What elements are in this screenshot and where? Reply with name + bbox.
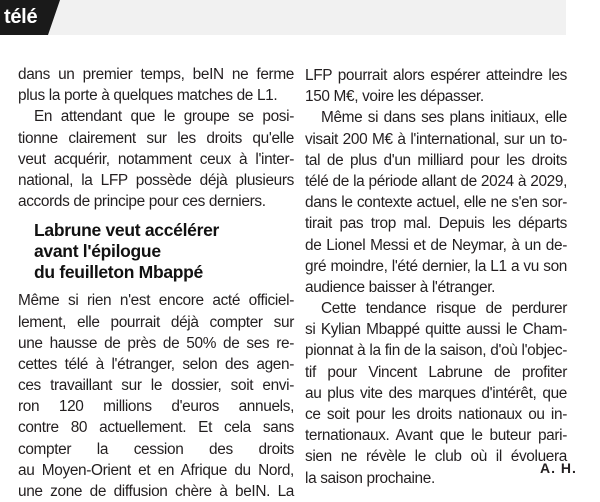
right-column (305, 65, 567, 489)
text-line: tif pour Vincent Labrune de profiter (305, 363, 567, 381)
paragraph-4 (305, 65, 567, 107)
text-line: tionne clairement sur les droits qu'elle (18, 129, 294, 147)
text-line: une zone de diffusion chère à beIN. La (18, 483, 294, 500)
text-line: Cette tendance risque de perdurer (321, 300, 567, 318)
text-line: lement, elle pourrait déjà compter sur (18, 313, 294, 331)
text-line: ternationaux. Avant que le buteur pari- (305, 427, 567, 445)
text-line: cettes télé à l'étranger, selon des agen- (18, 355, 294, 373)
text-line: ron 120 millions d'euros annuels, (18, 398, 294, 416)
paragraph-3 (18, 290, 294, 502)
text-line: de Lionel Messi et de Neymar, à un de- (305, 236, 567, 254)
subheading-line: Labrune veut accélérer (34, 220, 220, 241)
subheading-line: du feuilleton Mbappé (34, 262, 203, 283)
text-line: au Moyen-Orient et en Afrique du Nord, (18, 461, 294, 479)
text-line: Même si dans ses plans initiaux, elle (321, 109, 567, 127)
text-line: audience baisser à l'étranger. (305, 278, 496, 296)
text-line: tirait pas trop mal. Depuis les départs (305, 215, 567, 233)
paragraph-2 (18, 106, 294, 212)
author-byline: A. H. (540, 460, 577, 476)
text-line: ces travaillant sur le dossier, soit envi- (18, 377, 294, 395)
text-line: Même si rien n'est encore acté officiel- (18, 292, 294, 310)
text-line: tal de plus d'un milliard pour les droits (305, 151, 567, 169)
text-line: dans un premier temps, beIN ne ferme (18, 66, 294, 83)
paragraph-6 (305, 298, 567, 489)
text-line: veut acquérir, notamment ceux à l'inter- (18, 150, 294, 168)
paragraph-1 (18, 64, 294, 106)
section-label: télé (4, 6, 38, 28)
text-line: télé de la période allant de 2024 à 2029, (305, 172, 567, 190)
text-line: En attendant que le groupe se posi- (34, 108, 294, 126)
text-line: visait 200 M€ à l'international, sur un to- (305, 130, 567, 148)
section-header-bar (0, 0, 566, 35)
paragraph-5 (305, 107, 567, 298)
text-line: au plus vite des marques d'intérêt, que (305, 384, 567, 402)
text-line: plus la porte à quelques matches de L1. (18, 87, 278, 105)
subheading-line: avant l'épilogue (34, 241, 161, 262)
subheading (34, 220, 294, 283)
text-line: pionnat à la fin de la saison, d'où l'objec- (305, 342, 567, 360)
text-line: ce soit pour les droits nationaux ou in- (305, 406, 567, 423)
text-line: une hausse de près de 50% de ses re- (18, 334, 294, 352)
text-line: dans le contexte actuel, elle ne s'en sor- (305, 194, 567, 212)
left-column (18, 64, 294, 502)
text-line: la saison prochaine. (305, 469, 435, 487)
text-line: gré moindre, l'été dernier, la L1 a vu son (305, 257, 567, 275)
text-line: LFP pourrait alors espérer atteindre les (305, 67, 567, 84)
text-line: compter la cession des droits (18, 440, 294, 458)
text-line: 150 M€, voire les dépasser. (305, 88, 484, 106)
text-line: contre 80 actuellement. Et cela sans (18, 419, 294, 437)
text-line: si Kylian Mbappé quitte aussi le Cham- (305, 321, 567, 339)
text-line: sien ne révèle le club où il évoluera (305, 448, 567, 466)
text-line: national, la LFP possède déjà plusieurs (18, 171, 294, 189)
text-line: accords de principe pour ces derniers. (18, 193, 266, 211)
